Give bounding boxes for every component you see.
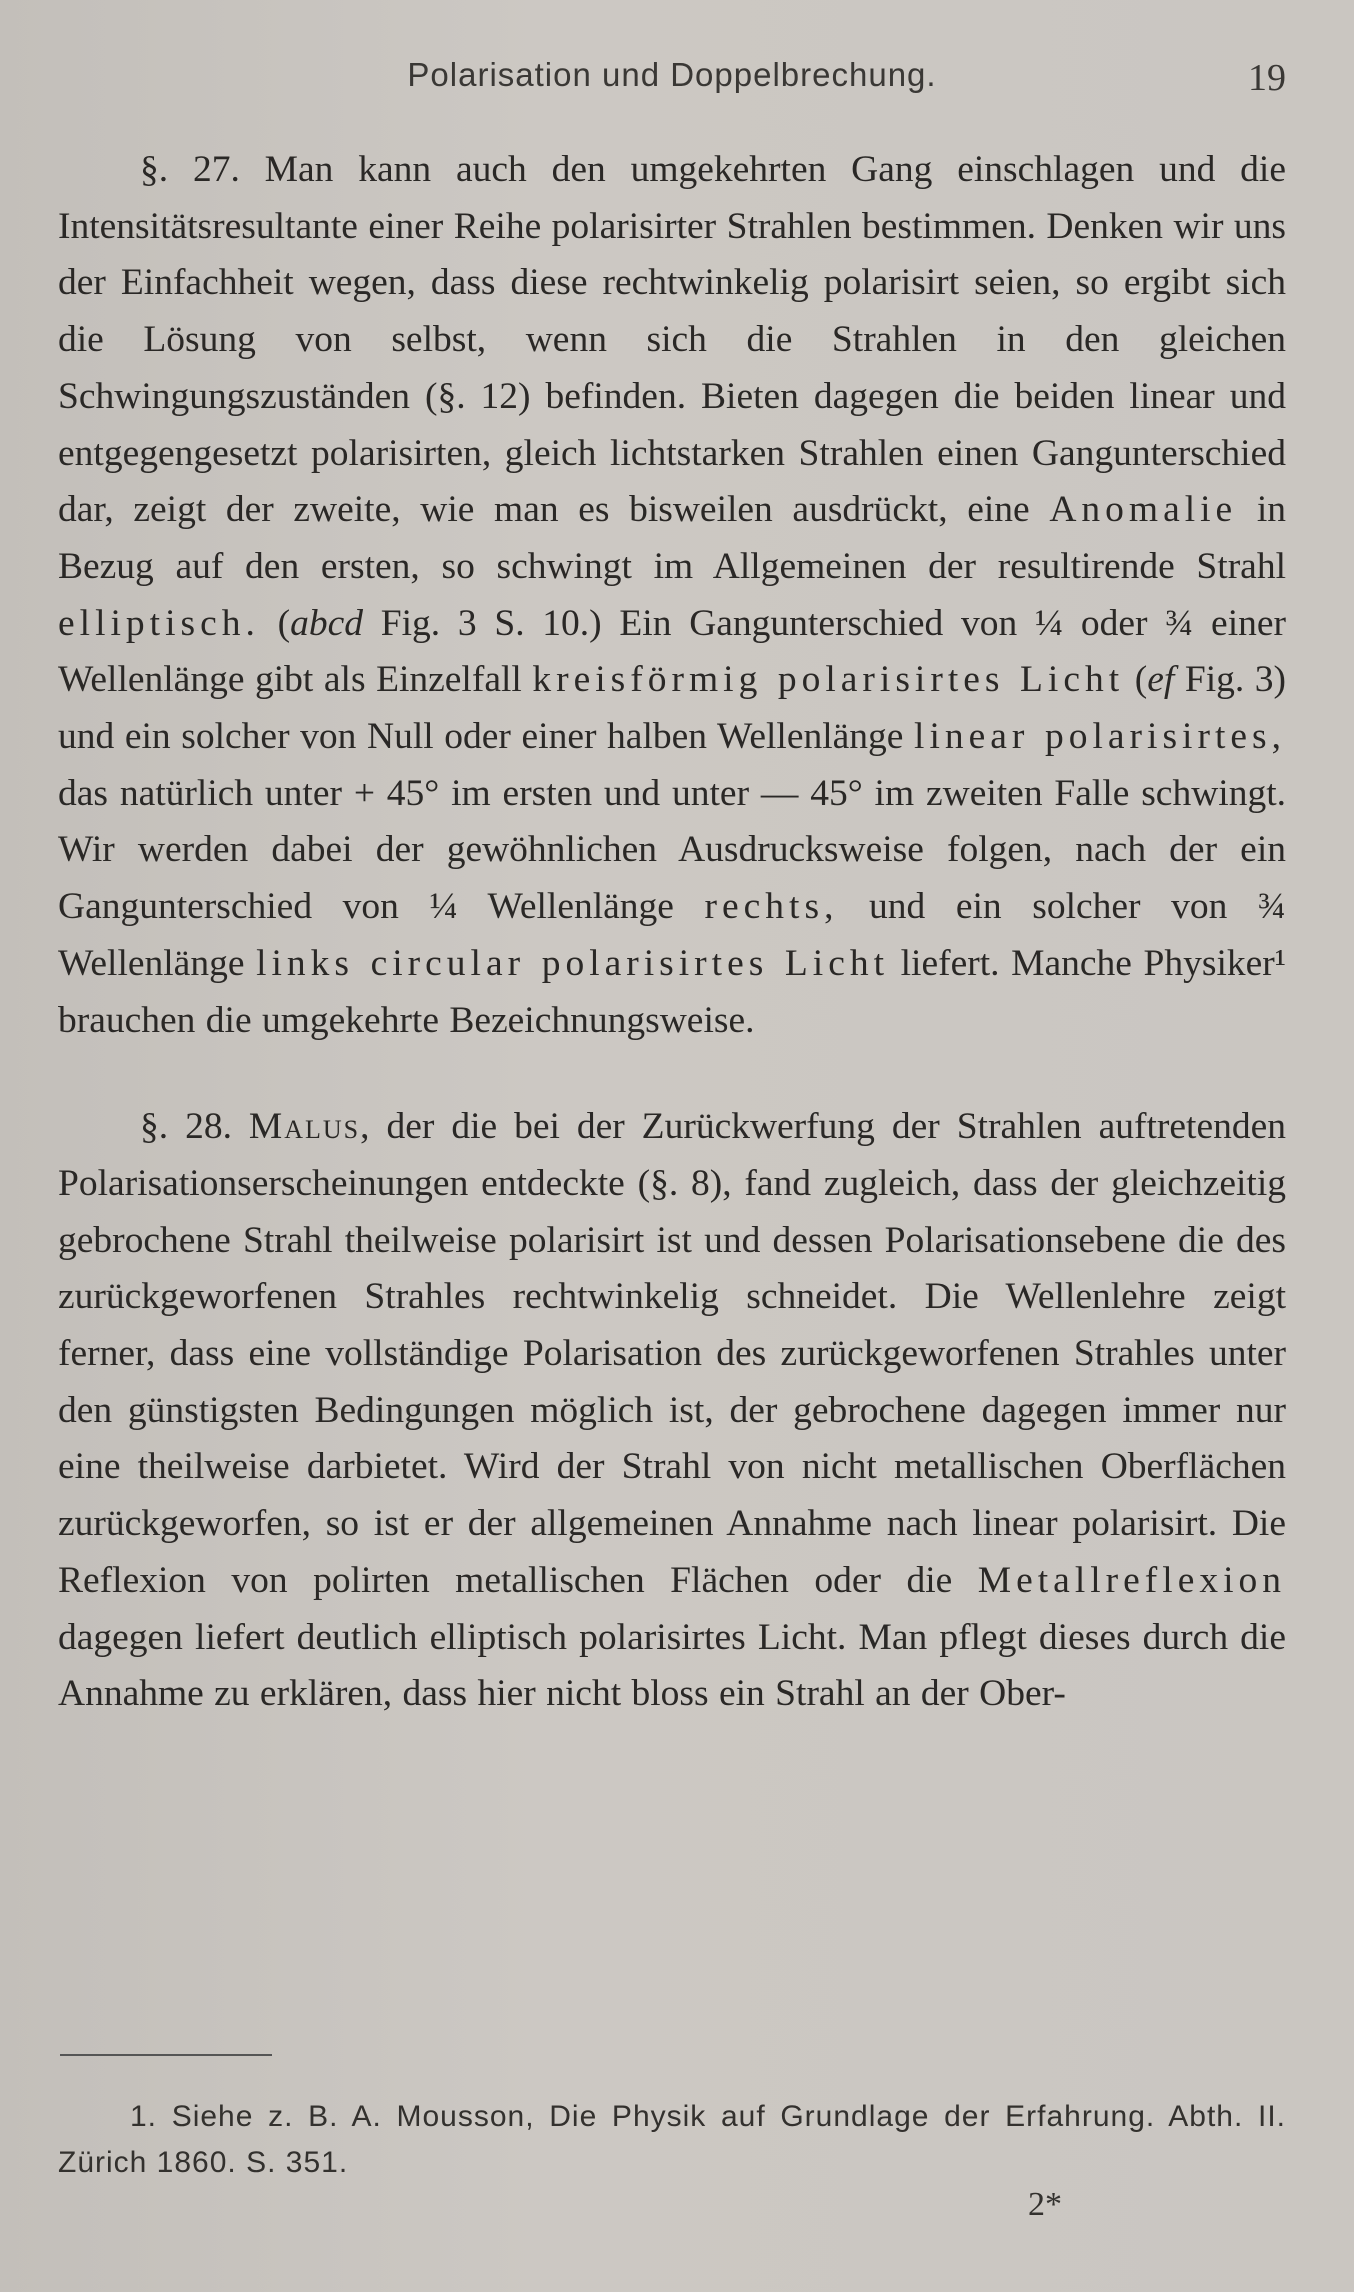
emphasis-rechts: rechts, <box>704 886 839 928</box>
paragraph-27-text-7: liefert. Manche Physiker¹ brauchen die umgekehrte Bezeichnungsweise. <box>58 942 1286 1041</box>
running-title: Polarisation und Doppelbrechung. <box>407 56 937 93</box>
footnotes <box>58 2094 1286 2186</box>
paragraph-27-text-1: §. 27. Man kann auch den umgekehrten Gang einschlagen und die Intensitätsresultante einer Reihe polarisirter Strahlen bestimmen. Denken wir uns der Einfachheit wegen, dass diese rechtwinkelig polarisirt seien, so ergibt sich die Lösung von selbst, wenn sich die Strahlen in den gleichen Schwingungszuständen (§. 12) befinden. Bieten dagegen die beiden linear und entgegengesetzt polarisirten, gleich lichtstarken Strahlen einen Gangunterschied dar, zeigt der zweite, wie man es bisweilen ausdrückt, eine <box>58 149 1286 531</box>
paragraph-27 <box>58 142 1286 1049</box>
paren-open-2: ( <box>1134 659 1148 701</box>
signature-mark: 2* <box>1028 2186 1062 2223</box>
emphasis-linear: linear polarisirtes, <box>914 716 1286 758</box>
name-malus: Malus <box>248 1106 361 1148</box>
paren-open: ( <box>277 602 291 644</box>
paragraph-28-text-1: , der die bei der Zurückwerfung der Strahlen auftretenden Polarisationserscheinungen entdeckte (§. 8), fand zugleich, dass der gleichzeitig gebrochene Strahl theilweise polarisirt ist und dessen Polarisationsebene die des zurückgeworfenen Strahles rechtwinkelig schneidet. Die Wellenlehre zeigt ferner, dass eine vollständige Polarisation des zurückgeworfenen Strahles unter den günstigsten Bedingungen möglich ist, der gebrochene dagegen immer nur eine theilweise darbietet. Wird der Strahl von nicht metallischen Oberflächen zurückgeworfen, so ist er der allgemeinen Annahme nach linear polarisirt. Die Reflexion von polirten metallischen Flächen oder die <box>58 1106 1287 1601</box>
footnote-rule <box>60 2054 272 2056</box>
paragraph-27-text-3: Fig. 3 S. 10.) Ein Gangunterschied von ¼ oder ¾ einer Wellenlänge gibt als Einzelfall <box>58 602 1286 701</box>
emphasis-elliptisch: elliptisch. <box>58 602 260 644</box>
figure-ref-abcd: abcd <box>290 602 363 644</box>
paragraph-27-text-2: in Bezug auf den ersten, so schwingt im Allgemeinen der resultirende Strahl <box>58 489 1287 587</box>
paragraph-28 <box>58 1099 1286 1723</box>
paragraph-27-text-5: das natürlich unter + 45° im ersten und unter — 45° im zweiten Falle schwingt. Wir werden dabei der gewöhnlichen Ausdrucksweise folgen, nach der ein Gangunterschied von ¼ Wellenlänge <box>58 772 1286 928</box>
emphasis-kreisfoermig: kreisförmig polarisirtes Licht <box>532 659 1125 701</box>
paragraph-28-text-2: dagegen liefert deutlich elliptisch polarisirtes Licht. Man pflegt dieses durch die Annahme zu erklären, dass hier nicht bloss ein Strahl an der Ober- <box>58 1616 1286 1715</box>
page-number: 19 <box>1248 57 1286 99</box>
paragraph-27-text-6: und ein solcher von ¾ Wellenlänge <box>58 886 1287 984</box>
footnote-1: 1. Siehe z. B. A. Mousson, Die Physik auf Grundlage der Erfahrung. Abth. II. Zürich 1860. S. 351. <box>58 2100 1286 2179</box>
paragraph-28-number: §. 28. <box>140 1106 232 1148</box>
emphasis-metallreflexion: Metallreflexion <box>977 1559 1287 1601</box>
body-text <box>58 142 1286 1723</box>
running-head <box>58 56 1286 106</box>
emphasis-links: links circular polarisirtes Licht <box>256 942 890 984</box>
paragraph-27-text-4: Fig. 3) und ein solcher von Null oder einer halben Wellenlänge <box>58 659 1287 758</box>
figure-ref-ef: ef <box>1147 659 1175 701</box>
emphasis-anomalie: Anomalie <box>1049 489 1238 531</box>
